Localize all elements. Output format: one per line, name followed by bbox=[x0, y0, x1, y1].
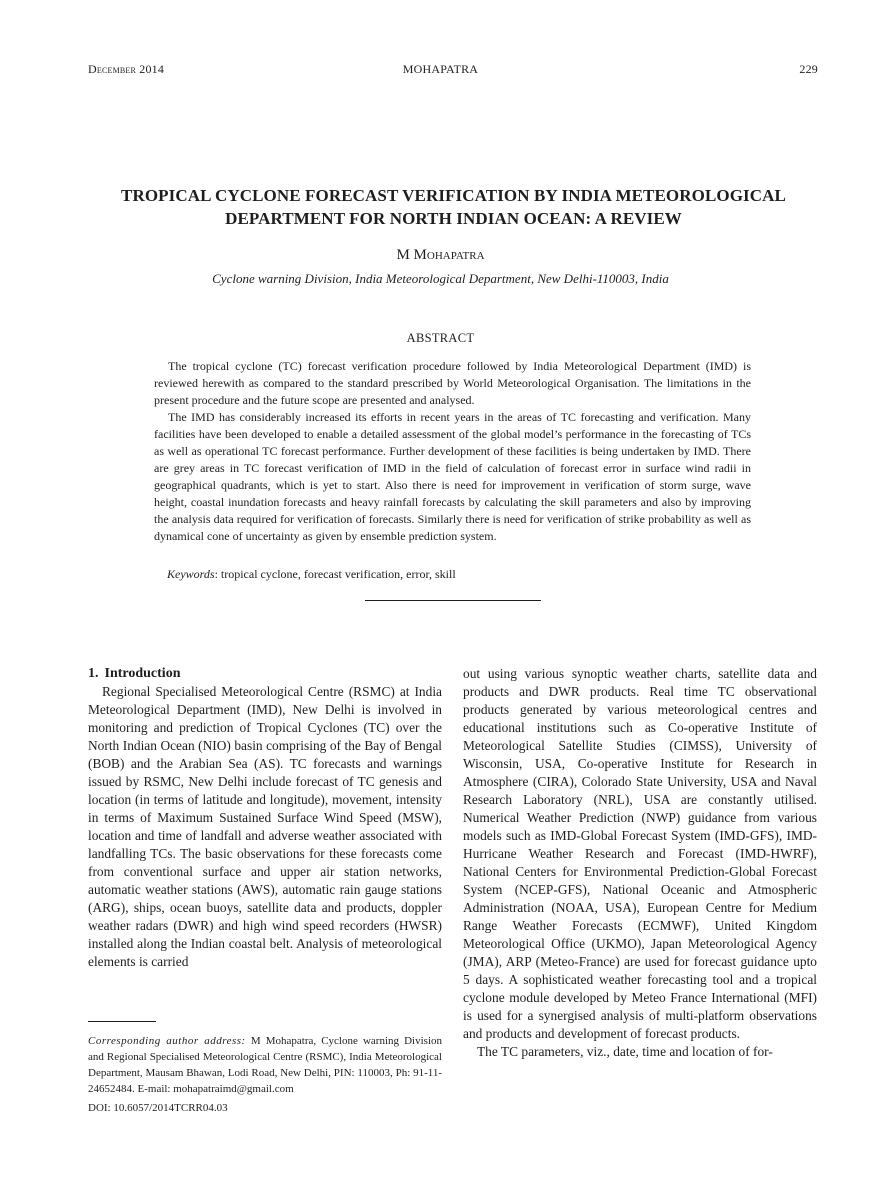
section-heading-introduction: 1. Introduction bbox=[88, 666, 181, 681]
doi: DOI: 10.6057/2014TCRR04.03 bbox=[88, 1102, 228, 1114]
footnote-corresponding-author: Corresponding author address: M Mohapatra, Cyclone warning Division and Regional Specialised Meteorological Centre (RSMC), India Meteorological Department, Mausam Bhawan, Lodi Road, New Delhi, PIN: 110003, Ph: 91-11-24652484. E-mail: mohapatraimd@gmail.com bbox=[88, 1035, 442, 1095]
body-paragraph: The TC parameters, viz., date, time and location of for- bbox=[477, 1044, 773, 1059]
abstract-paragraph: The IMD has considerably increased its efforts in recent years in the areas of TC forecasting and verification. Many facilities have been developed to enable a detailed assessment of the global model’s performance in the forecasting of TCs as well as operational TC forecast performance. Further development of these facilities is being undertaken by IMD. There are grey areas in TC forecast verification of IMD in the field of calculation of forecast error in surface wind radii in geographical quadrants, which is yet to start. Also there is need for improvement in verification of storm surge, wave height, coastal inundation forecasts and heavy rainfall forecasts by calculating the skill parameters and also by improving the analysis data required for verification of forecasts. Similarly there is need for verification of strike probability as well as dynamical cone of uncertainty as given by ensemble prediction system. bbox=[154, 410, 751, 543]
body-paragraph: out using various synoptic weather charts, satellite data and products and DWR products. Real time TC observational products generated by various meteorological centres and educational institutions such as Co-operative Institute of Meteorological Satellite Studies (CIMSS), University of Wisconsin, USA, Co-operative Institute for Research in Atmosphere (CIRA), Colorado State University, USA and Naval Research Laboratory (NRL), USA are constantly utilised. Numerical Weather Prediction (NWP) guidance from various models such as IMD-Global Forecast System (IMD-GFS), IMD-Hurricane Weather Research and Forecast (IMD-HWRF), National Centers for Environmental Prediction-Global Forecast System (NCEP-GFS), National Oceanic and Atmospheric Administration (NOAA, USA), European Centre for Medium Range Weather Forecasts (ECMWF), United Kingdom Meteorological Office (UKMO), Japan Meteorological Agency (JMA), ARP (Meteo-France) are used for forecast guidance upto 5 days. A sophisticated weather forecasting tool and a tropical cyclone module developed by Meteo France International (MFI) is used for a synergised analysis of multi-platform observations and products and development of forecast products. bbox=[463, 666, 817, 1041]
abstract-body bbox=[154, 358, 751, 545]
keywords-label: Keywords bbox=[167, 567, 215, 581]
page-number: 229 bbox=[799, 62, 818, 76]
running-header-date: December 2014 bbox=[88, 62, 165, 76]
author-name: M Mohapatra bbox=[396, 247, 485, 263]
running-header-author: MOHAPATRA bbox=[402, 62, 479, 76]
author-affiliation: Cyclone warning Division, India Meteorological Department, New Delhi-110003, India bbox=[212, 271, 669, 286]
body-paragraph: Regional Specialised Meteorological Centre (RSMC) at India Meteorological Department (IMD), New Delhi is involved in monitoring and prediction of Tropical Cyclones (TC) over the North Indian Ocean (NIO) basin comprising of the Bay of Bengal (BOB) and the Arabian Sea (AS). TC forecasts and warnings issued by RSMC, New Delhi include forecast of TC genesis and location (in terms of latitude and longitude), movement, intensity in terms of Maximum Sustained Surface Wind Speed (MSW), location and time of landfall and adverse weather associated with landfalling TCs. The basic observations for these forecasts come from conventional surface and upper air station networks, automatic weather stations (AWS), automatic rain gauge stations (ARG), ships, ocean buoys, satellite data and products, doppler weather radars (DWR) and high wind speed recorders (HWSR) installed along the Indian coastal belt. Analysis of meteorological elements is carried bbox=[88, 684, 442, 969]
right-column bbox=[463, 665, 817, 1061]
left-column bbox=[88, 665, 442, 971]
abstract-paragraph: The tropical cyclone (TC) forecast verification procedure followed by India Meteorological Department (IMD) is reviewed herewith as compared to the standard prescribed by World Meteorological Organisation. The limitations in the present procedure and the future scope are presented and analysed. bbox=[154, 359, 751, 407]
keywords bbox=[167, 567, 456, 582]
keywords-list: : tropical cyclone, forecast verification, error, skill bbox=[214, 567, 456, 581]
abstract-heading: ABSTRACT bbox=[406, 331, 475, 345]
section-divider bbox=[365, 600, 541, 601]
paper-title: TROPICAL CYCLONE FORECAST VERIFICATION BY INDIA METEOROLOGICAL DEPARTMENT FOR NORTH INDIAN OCEAN: A REVIEW bbox=[121, 186, 786, 228]
footnote-rule bbox=[88, 1021, 156, 1022]
